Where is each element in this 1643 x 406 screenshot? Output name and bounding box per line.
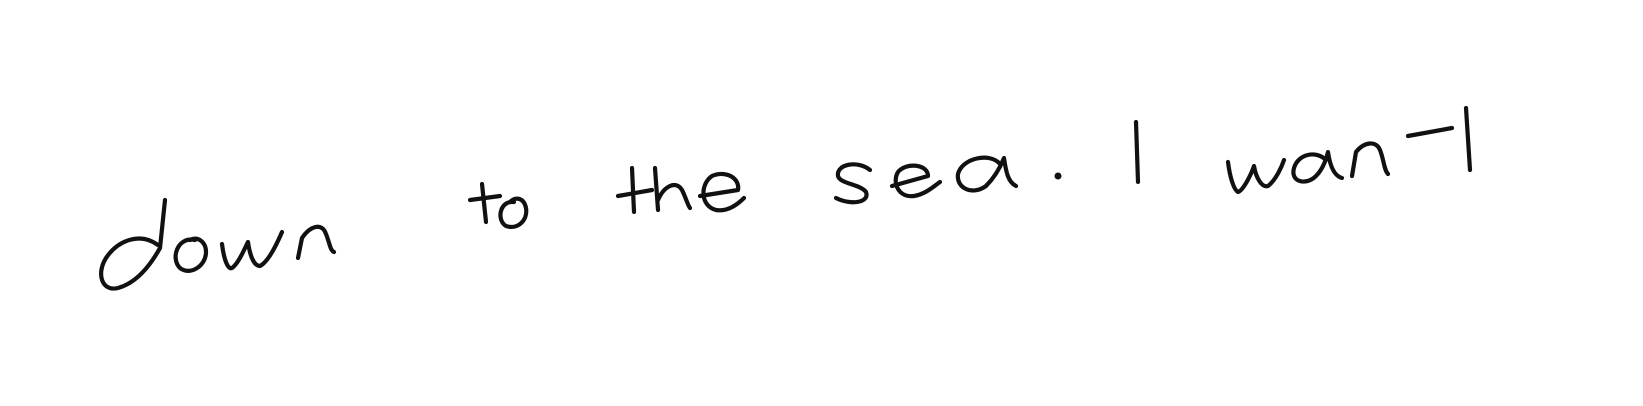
word-the	[618, 168, 744, 212]
word-down	[101, 200, 334, 289]
word-sea	[836, 158, 1062, 203]
word-want	[1228, 108, 1470, 192]
word-i	[1136, 122, 1138, 182]
word-to	[470, 184, 526, 227]
